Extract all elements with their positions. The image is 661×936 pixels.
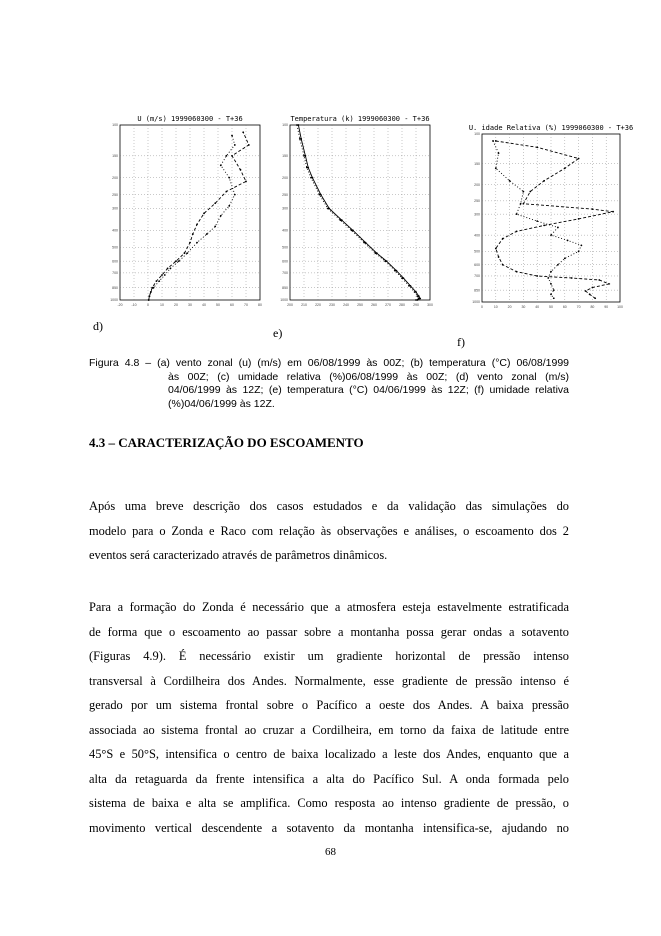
y-tick-label: 850 [474,288,480,293]
data-point [580,244,582,246]
y-tick-label: 150 [474,161,480,166]
x-tick-label: 210 [301,303,307,307]
data-point [164,274,166,276]
data-point [592,287,594,289]
x-tick-label: 240 [343,303,349,307]
data-point [516,271,518,273]
y-tick-label: 600 [474,262,480,267]
x-tick-label: 10 [493,305,498,309]
x-tick-label: 280 [399,303,405,307]
paragraph-1-line: Após uma breve descrição dos casos estudados e da validação das simulações do [89,499,569,513]
data-point [543,225,545,227]
data-point [492,140,494,142]
x-tick-label: 10 [160,303,164,307]
section-heading: 4.3 – CARACTERIZAÇÃO DO ESCOAMENTO [89,435,364,450]
data-point [242,131,244,133]
y-tick-label: 200 [282,175,288,180]
x-tick-label: 60 [562,305,567,309]
figure-d-svg [108,113,268,318]
paragraph-2-line: sistema de baixa e alta se amplifica. Como resposta ao intenso gradiente de pressão, o [89,796,569,810]
data-point [498,152,500,154]
data-point [214,226,216,228]
y-tick-label: 300 [112,206,118,211]
data-point [547,277,549,279]
data-point [351,229,353,231]
y-tick-label: 600 [282,259,288,264]
y-tick-label: 100 [282,123,288,128]
data-point [553,289,555,291]
data-point [557,264,559,266]
x-tick-label: -10 [131,303,137,307]
x-tick-label: 300 [427,303,433,307]
y-tick-label: 1000 [110,298,118,303]
figure-d-u-wind-profile [108,113,268,318]
paragraph-2-line: transversal à Cordilheira dos Andes. Normalmente, esse gradiente de pressão intenso é [89,673,569,688]
y-tick-label: 500 [474,249,480,254]
data-point [401,277,403,279]
data-point [192,233,194,235]
data-point [536,275,538,277]
x-tick-label: 60 [230,303,234,307]
data-point [234,194,236,196]
data-point [220,164,222,166]
y-tick-label: 100 [112,123,118,128]
plot-title: U. idade Relativa (%) 1999060300 - T+36 [468,124,634,132]
data-point [175,260,177,262]
data-point [226,191,228,193]
data-point [523,191,525,193]
x-tick-label: 290 [413,303,419,307]
x-tick-label: 20 [507,305,512,309]
paragraph-2-line: movimento vertical descendente a sotavento da montanha intensifica-se, ajudando no [89,820,569,835]
data-point [310,177,312,179]
paragraph-2-line: (Figuras 4.9). É necessário existir um gradiente horizontal de pressão intenso [89,649,569,663]
data-point [529,191,531,193]
x-tick-label: 30 [521,305,526,309]
data-point [226,155,228,157]
x-tick-label: 20 [174,303,178,307]
data-point [167,268,169,270]
y-tick-label: 250 [474,199,480,204]
x-tick-label: 0 [147,303,149,307]
data-point [567,240,569,242]
caption-line-3: 04/06/1999 às 12Z; (e) temperatura (°C) 04/06/1999 às 12Z; (f) umidade relativa [168,384,569,397]
y-tick-label: 700 [474,274,480,279]
data-point [608,283,610,285]
x-tick-label: 30 [188,303,192,307]
data-point [543,180,545,182]
y-tick-label: 300 [282,206,288,211]
data-point [414,291,416,293]
data-point [516,231,518,233]
x-tick-label: 80 [590,305,595,309]
data-point [299,138,301,140]
y-tick-label: 700 [282,271,288,276]
data-point [550,234,552,236]
data-point [612,211,614,213]
y-tick-label: 400 [282,228,288,233]
data-point [228,205,230,207]
data-point [150,291,152,293]
panel-label-f: f) [457,335,465,349]
figure-caption [89,357,569,411]
data-point [178,260,180,262]
y-tick-label: 1000 [280,298,288,303]
data-point [186,252,188,254]
y-tick-label: 600 [112,259,118,264]
paragraph-2 [89,595,569,840]
data-point [550,271,552,273]
data-point [415,299,417,301]
data-point [340,219,342,221]
data-point [523,203,525,205]
data-point [571,277,573,279]
data-point [502,264,504,266]
data-point [231,135,233,137]
data-point [148,299,150,301]
data-point [520,203,522,205]
y-tick-label: 300 [474,212,480,217]
y-tick-label: 150 [112,154,118,159]
data-point [578,251,580,253]
data-point [550,293,552,295]
y-tick-label: 100 [474,132,480,137]
data-point [495,248,497,250]
paragraph-1-line: eventos será caracterizado através de parâmetros dinâmicos. [89,548,388,562]
x-tick-label: 230 [329,303,335,307]
x-tick-label: 70 [244,303,248,307]
x-tick-label: 50 [549,305,553,309]
panel-label-d: d) [93,319,103,333]
figure-f-relative-humidity-profile [466,120,634,320]
data-point [598,279,600,281]
data-point [578,158,580,160]
data-point [417,295,419,297]
y-tick-label: 400 [112,228,118,233]
paragraph-2-line: alta da retaguarda da frente intensifica a alta do Pacífico Sul. A onda formada pelo [89,771,569,786]
x-tick-label: 40 [202,303,206,307]
paragraph-1 [89,494,569,568]
data-point [550,283,552,285]
data-point [394,270,396,272]
caption-lead: Figura 4.8 – [89,357,152,369]
figure-f-svg [466,120,634,320]
caption-line-4: (%)04/06/1999 às 12Z. [168,397,275,410]
data-point [557,227,559,229]
caption-line-1: (a) vento zonal (u) (m/s) em 06/08/1999 às 00Z; (b) temperatura (°C) 06/08/1999 [157,357,569,369]
data-point [161,274,163,276]
series-line-2 [297,125,419,300]
x-tick-label: 90 [604,305,609,309]
paragraph-2-line: Para a formação do Zonda é necessário que a atmosfera esteja estavelmente estratificada [89,600,569,614]
y-tick-label: 500 [282,245,288,250]
data-point [231,155,233,157]
data-point [498,256,500,258]
plot-title: U (m/s) 1999060300 - T+36 [137,115,243,123]
data-point [214,202,216,204]
data-point [495,140,497,142]
data-point [206,233,208,235]
data-point [578,218,580,220]
paragraph-2-line: gerado por um sistema frontal sobre o Pacífico a oeste dos Andes. A baixa pressão [89,698,569,712]
page-number: 68 [325,846,336,858]
caption-line-2: às 00Z; (c) umidade relativa (%)06/08/1999 às 00Z; (d) vento zonal (m/s) [168,370,569,383]
x-tick-label: 40 [535,305,540,309]
data-point [375,252,377,254]
data-point [184,252,186,254]
data-point [319,194,321,196]
data-point [203,213,205,215]
data-point [564,257,566,259]
y-tick-label: 850 [282,285,288,290]
figure-e-svg [280,113,440,318]
data-point [502,238,504,240]
y-tick-label: 1000 [472,300,480,305]
y-tick-label: 200 [474,182,480,187]
y-tick-label: 250 [282,192,288,197]
x-tick-label: 0 [481,305,483,309]
paragraph-2-line: associada ao sistema frontal ao cruzar a Cordilheira, em torno da faixa de latitude entre [89,722,569,737]
x-tick-label: 250 [357,303,363,307]
x-tick-label: 70 [576,305,581,309]
series-line-2 [149,132,249,300]
data-point [240,169,242,171]
data-point [234,144,236,146]
x-tick-label: 100 [617,305,623,309]
data-point [564,167,566,169]
data-point [589,293,591,295]
data-point [592,208,594,210]
data-point [363,242,365,244]
data-point [553,297,555,299]
data-point [245,180,247,182]
data-point [248,144,250,146]
panel-label-e: e) [273,326,283,340]
x-tick-label: -20 [117,303,123,307]
x-tick-label: 220 [315,303,321,307]
y-tick-label: 250 [112,192,118,197]
data-point [158,280,160,282]
y-tick-label: 400 [474,233,480,238]
data-point [408,285,410,287]
data-point [189,242,191,244]
plot-title: Temperatura (k) 1999060300 - T+36 [290,115,430,123]
y-tick-label: 500 [112,245,118,250]
data-point [495,167,497,169]
data-point [196,242,198,244]
data-point [327,208,329,210]
data-point [418,298,420,300]
paragraph-2-line: de forma que o escoamento ao passar sobre a montanha possa gerar ondas a sotavento [89,624,569,639]
data-point [149,295,151,297]
data-point [220,215,222,217]
y-tick-label: 850 [112,285,118,290]
y-tick-label: 700 [112,271,118,276]
data-point [303,155,305,157]
data-point [228,177,230,179]
data-point [156,280,158,282]
data-point [536,146,538,148]
data-point [170,268,172,270]
x-tick-label: 260 [371,303,377,307]
paragraph-1-line: modelo para o Zonda e Raco com relação às observações e análises, o escoamento dos 2 [89,523,569,538]
data-point [509,180,511,182]
data-point [296,124,298,126]
x-tick-label: 50 [216,303,220,307]
x-tick-label: 80 [258,303,262,307]
data-point [151,287,153,289]
data-point [585,290,587,292]
data-point [196,224,198,226]
series-line-2 [496,141,613,298]
x-tick-label: 270 [385,303,391,307]
x-tick-label: 200 [287,303,293,307]
data-point [306,167,308,169]
data-point [516,213,518,215]
data-point [594,297,596,299]
paragraph-2-line: 45°S e 50°S, intensifica o centro de baixa localizado a leste dos Andes, enquanto que a [89,747,569,761]
figure-e-temperature-profile [280,113,440,318]
data-point [536,220,538,222]
y-tick-label: 200 [112,175,118,180]
y-tick-label: 150 [282,154,288,159]
data-point [384,260,386,262]
